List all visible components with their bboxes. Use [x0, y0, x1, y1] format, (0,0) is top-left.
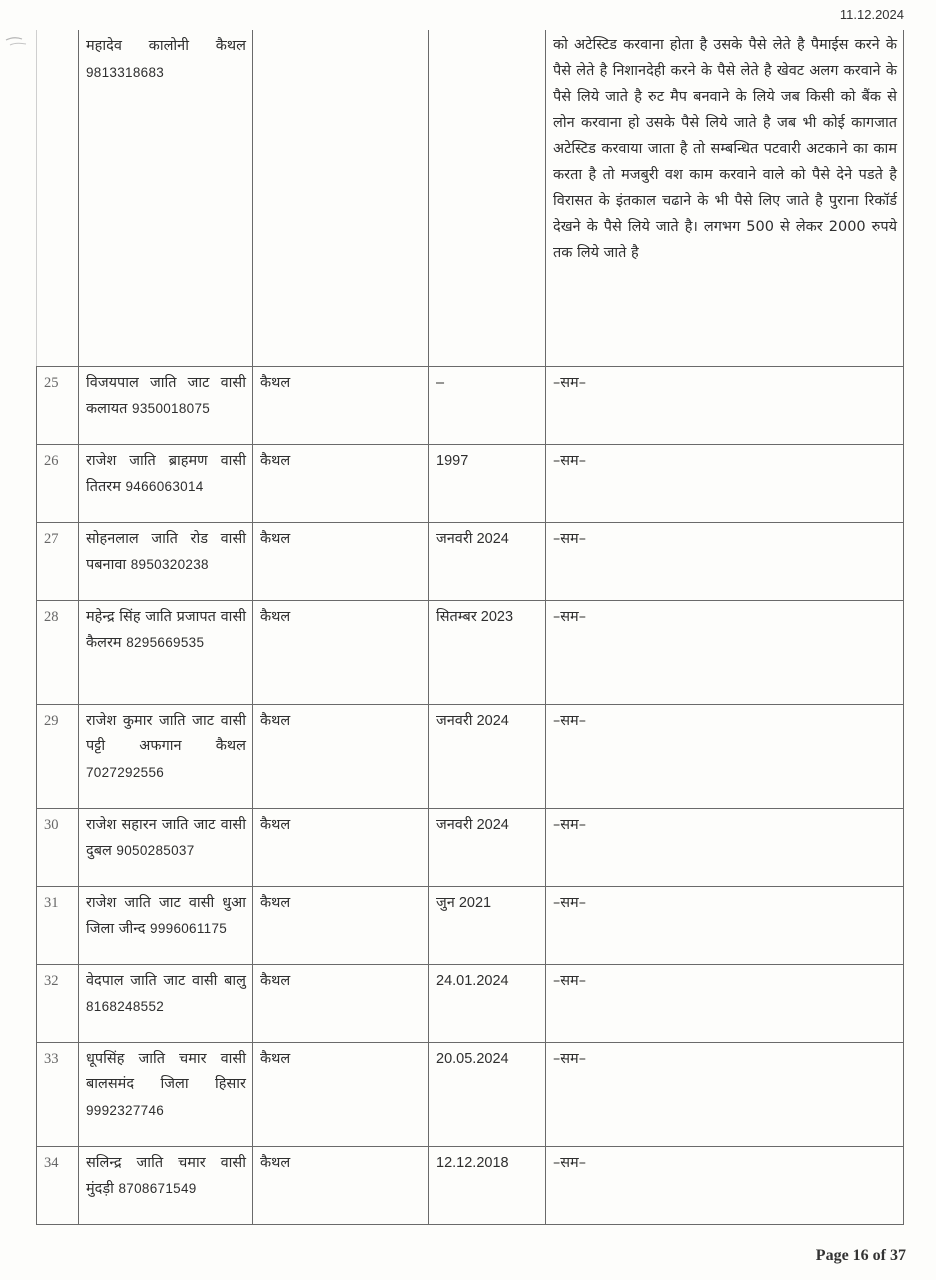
person-name: सलिन्द्र जाति चमार वासी मुंदड़ी — [86, 1154, 246, 1198]
phone-number: 8708671549 — [118, 1181, 197, 1197]
person-name: राजेश सहारन जाति जाट वासी दुबल — [86, 816, 246, 860]
place: कैथल — [253, 600, 429, 704]
place: कैथल — [253, 522, 429, 600]
place: कैथल — [253, 808, 429, 886]
person-name: महेन्द्र सिंह जाति प्रजापत वासी कैलरम — [86, 608, 246, 652]
place: कैथल — [253, 964, 429, 1042]
date-cell: जनवरी 2024 — [429, 704, 546, 808]
serial-number: 32 — [37, 964, 79, 1042]
person-details — [79, 30, 253, 366]
place: कैथल — [253, 704, 429, 808]
person-name: राजेश जाति ब्राहमण वासी तितरम — [86, 452, 246, 496]
person-name: वेदपाल जाति जाट वासी बालु — [86, 972, 246, 989]
phone-number: 9350018075 — [132, 401, 211, 417]
serial-number: 31 — [37, 886, 79, 964]
table-row — [37, 886, 904, 964]
person-name: महादेव कालोनी कैथल — [86, 38, 246, 54]
phone-number: 9996061175 — [150, 921, 228, 937]
serial-number: 25 — [37, 366, 79, 444]
page-number — [816, 1247, 906, 1265]
person-name: राजेश जाति जाट वासी धुआ जिला जीन्द — [86, 894, 246, 938]
person-details — [79, 522, 253, 600]
serial-number: 28 — [37, 600, 79, 704]
person-name: धूपसिंह जाति चमार वासी बालसमंद जिला हिसार — [86, 1050, 246, 1093]
description: –सम– — [546, 704, 904, 808]
place: कैथल — [253, 1146, 429, 1224]
person-details — [79, 808, 253, 886]
phone-number: 9466063014 — [125, 479, 204, 495]
table-row — [37, 444, 904, 522]
person-name: राजेश कुमार जाति जाट वासी पट्टी अफगान कैथल — [86, 712, 246, 755]
description: –सम– — [546, 1042, 904, 1146]
total-pages: 37 — [890, 1247, 906, 1264]
phone-number: 8950320238 — [130, 557, 209, 573]
place — [253, 30, 429, 366]
table-row — [37, 30, 904, 366]
phone-number: 9992327746 — [86, 1103, 165, 1119]
place: कैथल — [253, 886, 429, 964]
table-row — [37, 522, 904, 600]
table-row — [37, 964, 904, 1042]
date-cell: 1997 — [429, 444, 546, 522]
phone-number: 8295669535 — [126, 635, 205, 651]
person-details — [79, 964, 253, 1042]
table-row — [37, 704, 904, 808]
table-row — [37, 366, 904, 444]
date-cell: – — [429, 366, 546, 444]
page-label: Page — [815, 1247, 853, 1264]
person-details — [79, 704, 253, 808]
place: कैथल — [253, 1042, 429, 1146]
table-row — [37, 1146, 904, 1224]
date-cell — [429, 30, 546, 366]
records-table — [36, 30, 904, 1225]
person-name: सोहनलाल जाति रोड वासी पबनावा — [86, 530, 246, 574]
date-cell: जनवरी 2024 — [429, 808, 546, 886]
description: –सम– — [546, 964, 904, 1042]
serial-number: 27 — [37, 522, 79, 600]
page-separator: of — [868, 1247, 890, 1264]
place: कैथल — [253, 366, 429, 444]
description: –सम– — [546, 886, 904, 964]
person-details — [79, 444, 253, 522]
serial-number — [37, 30, 79, 366]
description: –सम– — [546, 444, 904, 522]
phone-number: 7027292556 — [86, 765, 165, 781]
date-cell: जनवरी 2024 — [429, 522, 546, 600]
person-details — [79, 366, 253, 444]
description: –सम– — [546, 366, 904, 444]
description: –सम– — [546, 1146, 904, 1224]
table-row — [37, 600, 904, 704]
phone-number: 8168248552 — [86, 999, 165, 1015]
description: को अटेस्टिड करवाना होता है उसके पैसे लेते है पैमाईस करने के पैसे लेते है निशानदेही करने के पैसे लेते है खेवट अलग करवाने के पैसे लिये जाते है रुट मैप बनवाने के लिये जब किसी को बैंक से लोन करवाना हो उसके पैसे लिये जाते है जब भी कोई कागजात अटेस्टिड करवाया जाता है तो सम्बन्धित पटवारी अटकाने का काम करता है तो मजबुरी वश काम करवाने वाले को पैसे देने पडते है विरासत के इंतकाल चढाने के भी पैसे लिए जाते है पुराना रिकॉर्ड देखने के पैसे लिये जाते है। लगभग 500 से लेकर 2000 रुपये तक लिये जाते है — [546, 30, 904, 366]
current-page: 16 — [852, 1247, 869, 1264]
date-cell: 20.05.2024 — [429, 1042, 546, 1146]
serial-number: 29 — [37, 704, 79, 808]
serial-number: 33 — [37, 1042, 79, 1146]
date-cell: 24.01.2024 — [429, 964, 546, 1042]
date-cell: जुन 2021 — [429, 886, 546, 964]
table-row — [37, 808, 904, 886]
serial-number: 26 — [37, 444, 79, 522]
table-row — [37, 1042, 904, 1146]
person-details — [79, 1146, 253, 1224]
person-name: विजयपाल जाति जाट वासी कलायत — [86, 374, 246, 418]
document-date: 11.12.2024 — [839, 7, 904, 22]
phone-number: 9813318683 — [86, 64, 165, 80]
serial-number: 34 — [37, 1146, 79, 1224]
date-cell: सितम्बर 2023 — [429, 600, 546, 704]
date-cell: 12.12.2018 — [429, 1146, 546, 1224]
phone-number: 9050285037 — [116, 843, 195, 859]
person-details — [79, 886, 253, 964]
person-details — [79, 1042, 253, 1146]
description: –सम– — [546, 600, 904, 704]
description: –सम– — [546, 808, 904, 886]
place: कैथल — [253, 444, 429, 522]
serial-number: 30 — [37, 808, 79, 886]
scan-mark-icon — [4, 34, 28, 48]
person-details — [79, 600, 253, 704]
description: –सम– — [546, 522, 904, 600]
